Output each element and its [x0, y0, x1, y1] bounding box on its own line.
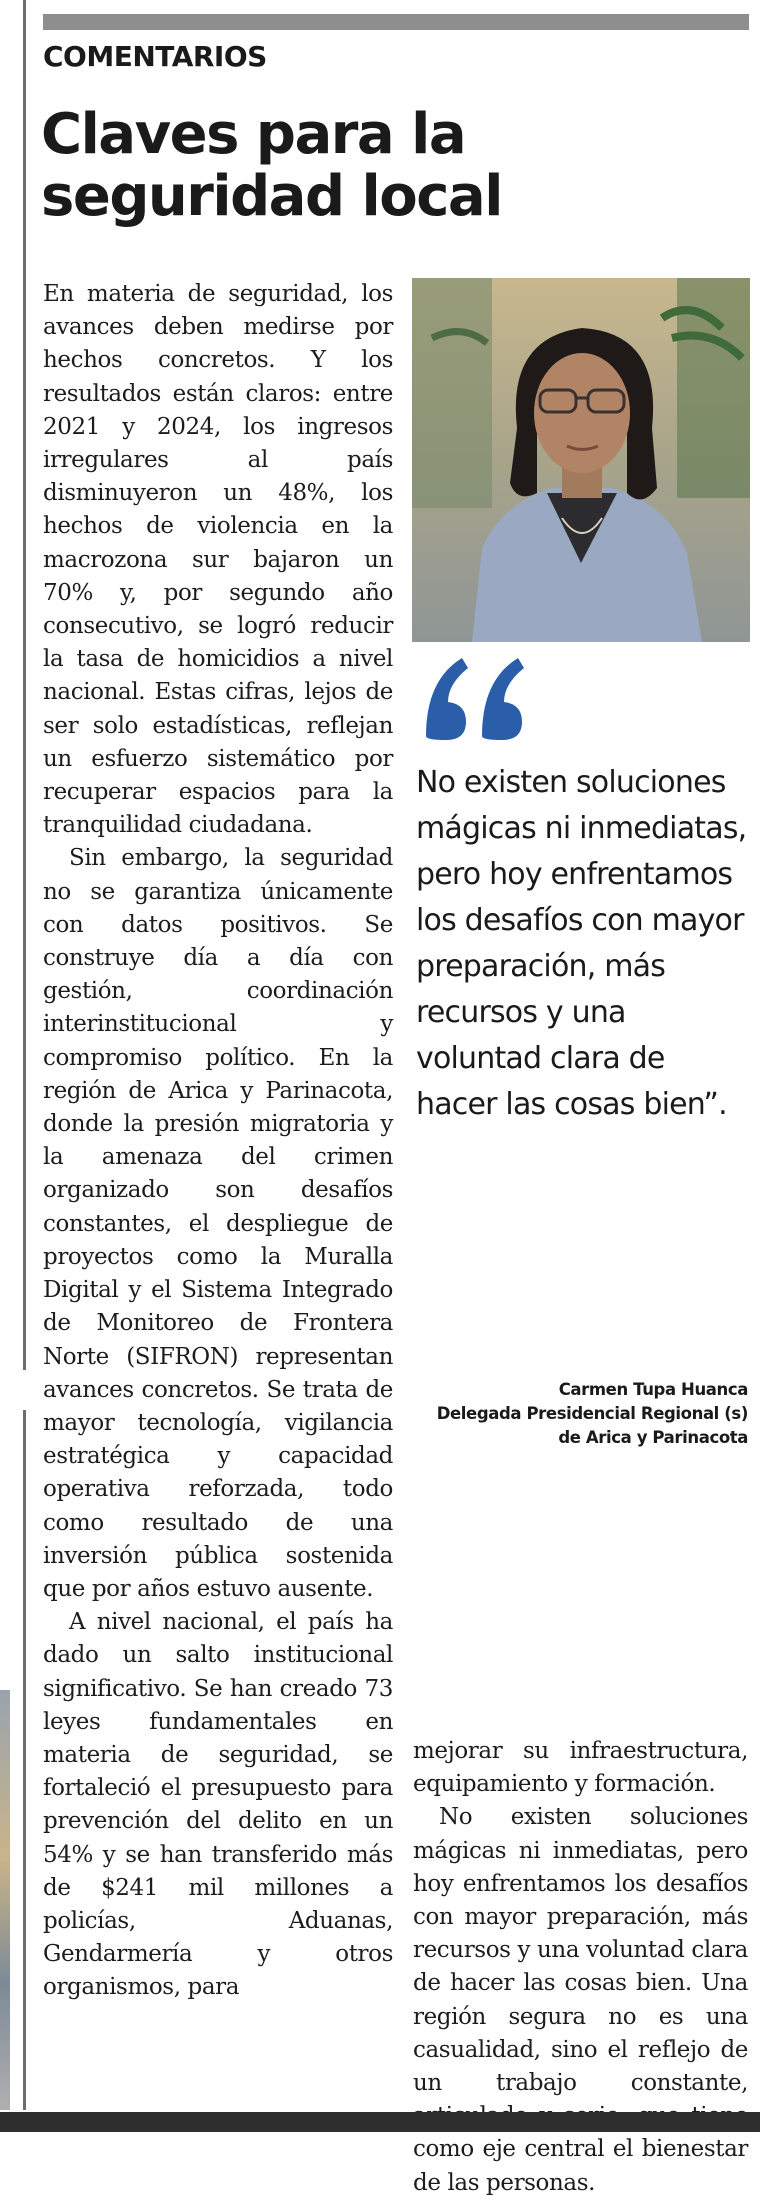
section-label: COMENTARIOS: [43, 40, 267, 73]
article-paragraph: En materia de seguridad, los avances deben medirse por hechos concretos. Y los resultados están claros: entre 2021 y 2024, los ingresos irregulares al país disminuyeron un 48%, los hechos de violencia en la macrozona sur bajaron un 70% y, por segundo año consecutivo, se logró reducir la tasa de homicidios a nivel nacional. Estas cifras, lejos de ser solo estadísticas, reflejan un esfuerzo sistemático por recuperar espacios para la tranquilidad ciudadana.: [43, 281, 393, 839]
author-name: Carmen Tupa Huanca: [558, 1380, 748, 1399]
section-bar: [43, 14, 749, 30]
quote-icon: [418, 640, 538, 760]
headline: Claves para la seguridad local: [41, 102, 502, 229]
portrait-illustration: [412, 278, 750, 642]
author-photo: [412, 278, 750, 642]
adjacent-page-fragment: [0, 1690, 10, 2110]
margin-rule: [23, 0, 26, 1370]
author-credit: [437, 1378, 748, 1450]
article-paragraph: mejorar su infraestructura, equipamiento y formación.: [413, 1738, 748, 1798]
page-footer-bar: [0, 2112, 760, 2132]
article-paragraph: Sin embargo, la seguridad no se garantiza únicamente con datos positivos. Se construye día a día con gestión, coordinación interinstitucional y compromiso político. En la región de Arica y Parinacota, donde la presión migratoria y la amenaza del crimen organizado son desafíos constantes, el despliegue de proyectos como la Muralla Digital y el Sistema Integrado de Monitoreo de Frontera Norte (SIFRON) representan avances concretos. Se trata de mayor tecnología, vigilancia estratégica y capacidad operativa reforzada, todo como resultado de una inversión pública sostenida que por años estuvo ausente.: [43, 845, 393, 1602]
article-paragraph: No existen soluciones mágicas ni inmediatas, pero hoy enfrentamos los desafíos con mayor preparación, más recursos y una voluntad clara de hacer las cosas bien. Una región segura no es una casualidad, sino el reflejo de un trabajo constante, como eje central el bienestar de las personas.: [413, 1804, 748, 2196]
article-column-left: [43, 278, 393, 2005]
author-region: de Arica y Parinacota: [558, 1428, 748, 1447]
pull-quote: No existen soluciones mágicas ni inmediatas, pero hoy enfrentamos los desafíos con mayor preparación, más recursos y una voluntad clara de hacer las cosas bien”.: [416, 765, 747, 1122]
author-title: Delegada Presidencial Regional (s): [436, 1404, 748, 1423]
margin-rule: [23, 1410, 26, 2110]
article-paragraph: A nivel nacional, el país ha dado un salto institucional significativo. Se han creado 73 leyes fundamentales en materia de seguridad, se fortaleció el presupuesto para prevención del delito en un 54% y se han transferido más de $241 mil millones a policías, Aduanas, Gendarmería y otros organismos, para: [43, 1609, 393, 2001]
